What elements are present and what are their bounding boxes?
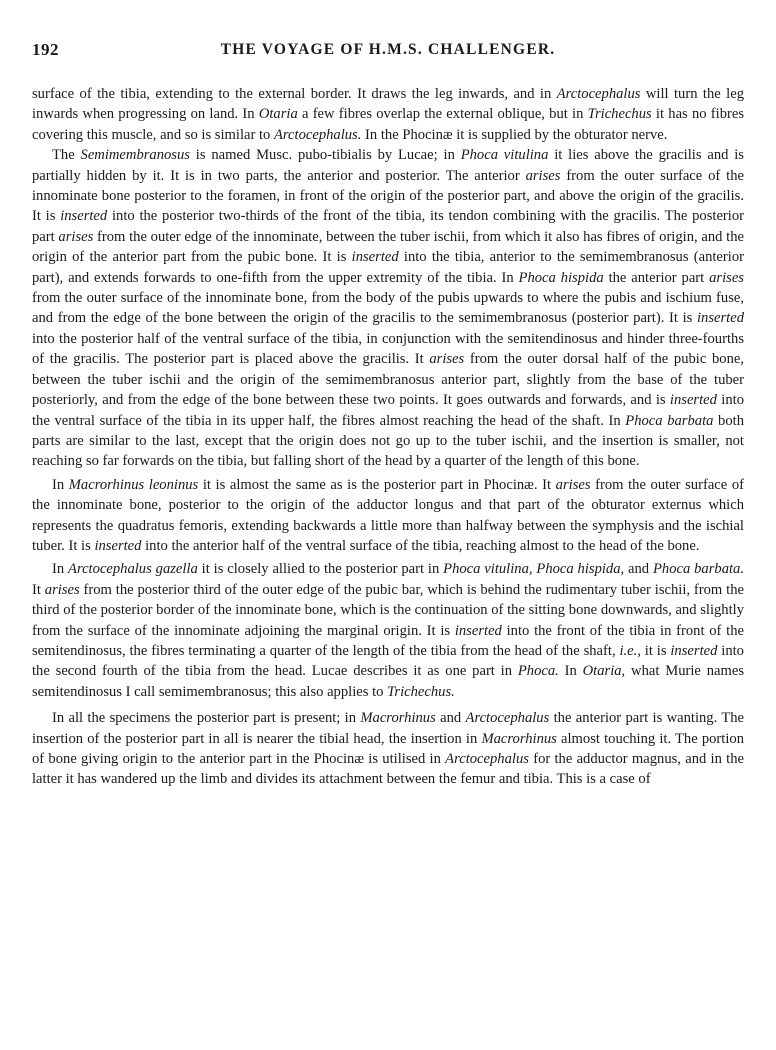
text-run: into the posterior two-thirds of the front of the tibia, its tendon combining with the gracilis. The posterior part [32,208,744,245]
italic-term: Arctocephalus gazella [68,561,198,578]
text-run: In all the specimens the posterior part is present; in [52,710,361,727]
text-run: from the outer edge of the innominate, between the tuber ischii, from which it also has fibres of origin, and the origin of the anterior part from the pubic bone. It is [32,228,744,266]
italic-term: arises [429,351,465,368]
text-run: it is closely allied to the posterior part in [197,561,444,578]
italic-term: arises [44,581,80,598]
text-run: from the outer surface of the innominate bone posterior to the foramen, in front of the origin of the posterior part, and above the origin of the gracilis. It is [32,167,744,225]
italic-term: Arctocephalus [556,86,641,102]
italic-term: Phoca vitulina, Phoca hispida, [443,561,625,578]
italic-term: Macrorhinus [481,730,557,747]
text-run: In the Phocinæ it is supplied by the obturator nerve. [361,126,668,143]
text-run: and [624,561,653,578]
italic-term: inserted [670,642,718,659]
text-run: almost touching it. The portion of bone giving origin to the anterior part in the Phocinæ is utilised in [32,730,744,767]
text-run: into the tibia, anterior to the semimembranosus (anterior part), and extends forwards to one-fifth from the upper extremity of the tibia. In [32,249,744,286]
text-run: both parts are similar to the last, except that the origin does not go up to the tuber ischii, and the insertion is smaller, not reaching so far forwards on the tibia, but falling short of the head by a quarter of the length of this bone. [32,412,744,470]
italic-term: inserted [696,310,744,327]
italic-term: Arctocephalus [465,710,550,727]
italic-term: Arctocephalus [445,751,529,767]
italic-term: Phoca barbata. [652,561,744,578]
running-title: THE VOYAGE OF H.M.S. CHALLENGER. [220,41,556,58]
text-run: and [435,710,466,727]
text-run: it is [640,642,671,659]
text-run: from the outer surface of the innominate bone, from the body of the pubis upwards to where the pubis and ischium fuse, and from the edge of the bone between the origin of the gracilis to the semimembranosus (posterior part). It is [32,290,744,327]
italic-term: inserted [454,622,502,639]
italic-term: Phoca barbata [625,412,714,429]
text-run: it has no fibres covering this muscle, and so is similar to [32,106,745,143]
italic-term: arises [525,167,561,184]
italic-term: Phoca. [517,663,559,680]
italic-term: Trichechus. [387,683,455,700]
paragraph [32,475,744,557]
italic-term: Phoca hispida [518,269,604,286]
italic-term: arises [555,476,591,493]
text-run: The [52,147,81,164]
text-run: into the front of the tibia in front of the semitendinosus, the fibres terminating a quarter of the length of the tibia from the head of the shaft, [32,622,745,659]
text-run: what Murie names semitendinosus I call semimembranosus; this also applies to [32,663,744,700]
italic-term: inserted [60,208,108,225]
italic-term: arises [709,269,744,286]
text-run: into the posterior half of the ventral surface of the tibia, in conjunction with the semitendinosus and hinder three-fourths of the gracilis. The posterior part is placed above the gracilis. It [32,330,744,368]
text-run: is named Musc. pubo-tibialis by Lucae; in [189,147,461,164]
text-run: into the second fourth of the tibia from the head. Lucae describes it as one part in [32,642,744,680]
paragraph [32,145,744,472]
text-run: will turn the leg inwards when progressing on land. In [32,86,744,123]
text-run: from the outer dorsal half of the pubic bone, between the tuber ischii and the origin of the semimembranosus anterior part, slightly from the base of the tuber posteriorly, and from the edge of the bone between these two points. It goes outwards and forwards, and is [32,351,744,409]
page-number: 192 [32,40,59,59]
italic-term: Otaria [258,106,298,123]
page-header [32,40,744,68]
page [32,40,744,790]
text-run: a few fibres overlap the external oblique, but in [297,106,588,123]
italic-term: Otaria, [582,663,626,680]
text-run: In [558,663,583,680]
italic-term: arises [58,228,94,245]
text-run: surface of the tibia, extending to the external border. It draws the leg inwards, and in [32,86,557,102]
italic-term: i.e., [619,642,641,659]
text-run: In [52,561,69,578]
italic-term: inserted [669,392,717,409]
paragraph [32,559,744,702]
italic-term: Macrorhinus leoninus [68,476,199,493]
italic-term: Phoca vitulina [460,147,549,164]
text-run: into the anterior half of the ventral surface of the tibia, reaching almost to the head of the bone. [141,537,700,554]
text-run: for the adductor magnus, and in the latter it has wandered up the limb and divides its attachment between the femur and tibia. This is a case of [32,751,745,788]
paragraph [32,708,744,790]
italic-term: Semimembranosus [80,147,190,164]
text-run: it lies above the gracilis and is partially hidden by it. It is in two parts, the anterior and posterior. The anterior [32,147,744,184]
italic-term: Trichechus [587,106,652,123]
text-run: from the posterior third of the outer edge of the pubic bar, which is behind the rudimentary tuber ischii, from the third of the posterior border of the innominate bone, which is the continuation of the sitting bone downwards, and slightly from the surface of the innominate adjoining the marginal origin. It is [32,581,744,639]
text-run: In [52,476,69,493]
text-run: it is almost the same as is the posterior part in Phocinæ. It [198,476,556,493]
body-text [32,84,744,790]
text-run: the anterior part is wanting. The insertion of the posterior part in all is nearer the tibial head, the insertion in [32,710,745,747]
italic-term: Macrorhinus [360,710,436,727]
text-run: It [32,581,45,598]
text-run: from the outer surface of the innominate bone, posterior to the origin of the adductor longus and that part of the obturator externus which represents the quadratus femoris, extending backwards a little more than halfway between the symphysis and the ischial tuber. It is [32,476,745,554]
italic-term: inserted [351,249,399,266]
italic-term: Arctocephalus. [273,126,362,143]
text-run: into the ventral surface of the tibia in its upper half, the fibres almost reaching the head of the shaft. In [32,392,744,429]
paragraph [32,84,744,145]
text-run: the anterior part [603,269,710,286]
italic-term: inserted [94,537,142,554]
